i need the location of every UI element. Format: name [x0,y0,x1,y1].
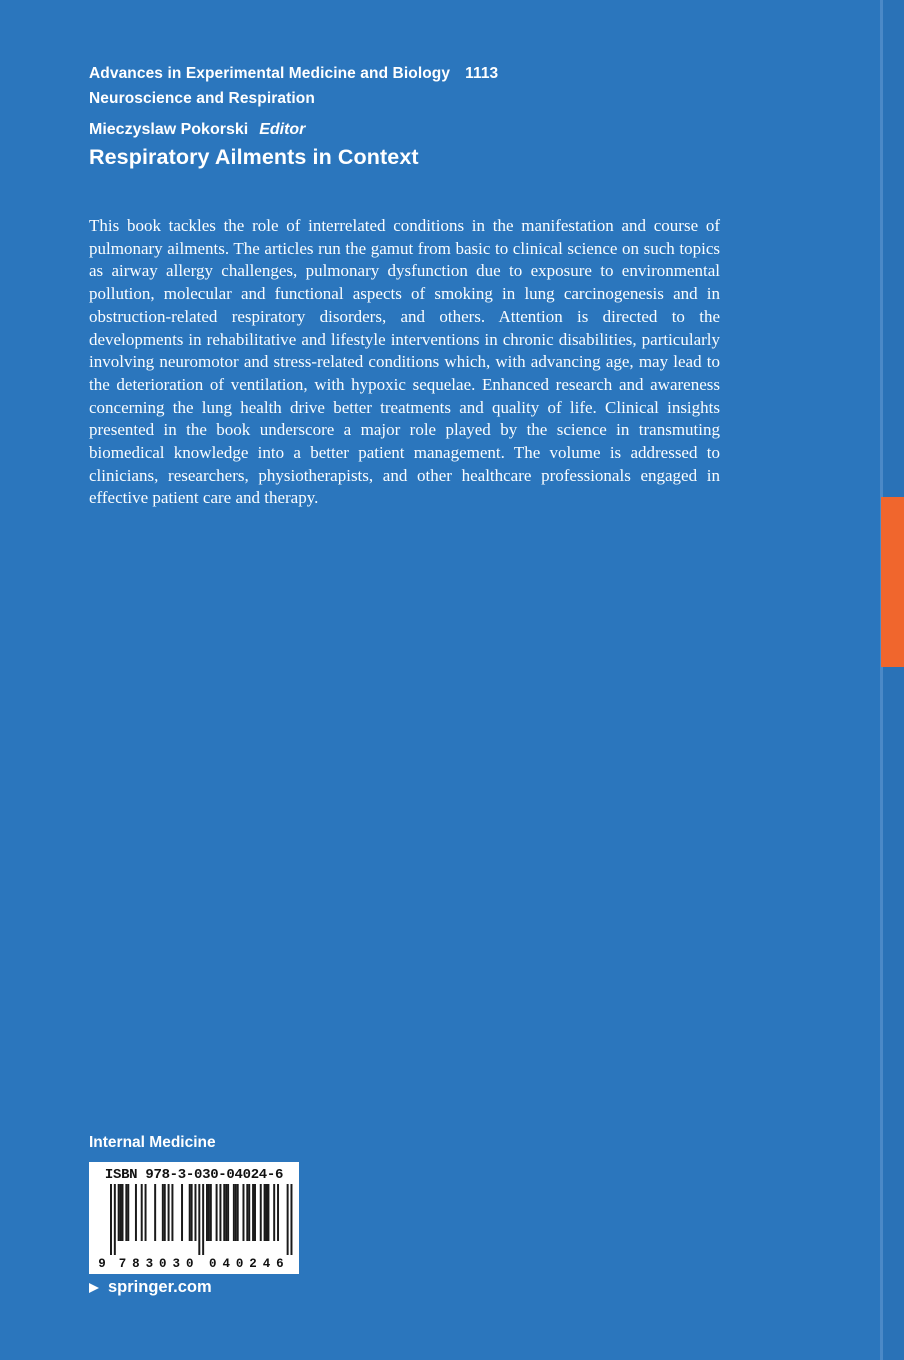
isbn-barcode-box [89,1162,299,1274]
svg-text:9: 9 [98,1257,106,1270]
isbn-label: ISBN 978-3-030-04024-6 [104,1167,284,1183]
cover-wrap-strip [883,0,904,1360]
svg-text:4: 4 [262,1257,271,1270]
svg-text:0: 0 [208,1257,217,1270]
subseries-title: Neuroscience and Respiration [89,90,315,107]
editor-name: Mieczyslaw Pokorski [89,121,249,138]
series-header [89,61,498,111]
svg-text:8: 8 [132,1257,140,1270]
svg-text:2: 2 [249,1257,257,1270]
editor-line [89,121,305,139]
publisher-website: springer.com [108,1278,212,1296]
play-triangle-icon [89,1283,99,1293]
svg-text:0: 0 [159,1257,167,1270]
svg-text:3: 3 [145,1257,154,1270]
book-title: Respiratory Ailments in Context [89,145,419,169]
book-blurb: This book tackles the role of interrelated conditions in the manifestation and course of pulmonary ailments. The articles run the gamut from basic to clinical science on such topics as airway allergy challenges, pulmonary dysfunction due to exposure to environmental pollution, molecular and functional aspects of smoking in lung carcinogenesis and in obstruction-related respiratory disorders, and others. Attention is directed to the developments in rehabilitative and lifestyle interventions in chronic disabilities, particularly involving neuromotor and stress-related conditions which, with advancing age, may lead to the deterioration of ventilation, with hypoxic sequelae. Enhanced research and awareness concerning the lung health drive better treatments and quality of life. Clinical insights presented in the book underscore a major role played by the science in transmuting biomedical knowledge into a better patient management. The volume is addressed to clinicians, researchers, physiotherapists, and other healthcare professionals engaged in effective patient care and therapy. [89,216,720,508]
series-title: Advances in Experimental Medicine and Biology [89,65,451,82]
ean13-barcode [95,1184,293,1270]
spine-fold-line [880,0,883,1360]
svg-text:4: 4 [222,1257,230,1270]
svg-text:6: 6 [276,1257,284,1270]
subject-category: Internal Medicine [89,1134,216,1151]
series-color-tab [881,497,904,667]
publisher-website-line [89,1278,212,1297]
svg-text:3: 3 [172,1257,180,1270]
series-volume-number: 1113 [465,65,499,82]
editor-role-label: Editor [259,121,306,138]
svg-text:0: 0 [235,1257,244,1270]
svg-text:7: 7 [118,1257,127,1270]
svg-text:0: 0 [185,1257,194,1270]
series-title-line [89,61,498,86]
